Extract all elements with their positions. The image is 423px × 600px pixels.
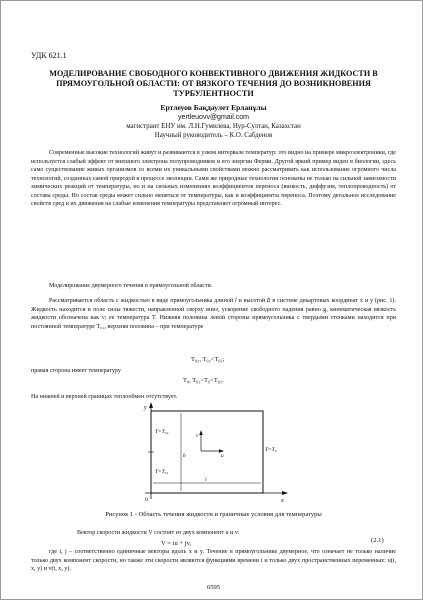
figure-caption: Рисунок 1 - Область течения жидкости и граничные условия для температуры — [105, 511, 322, 518]
x-axis-label: x — [281, 498, 284, 504]
paragraph-unit-vectors: где i, j – соответственно единичные векторы вдоль x и y. Течение в прямоугольнике двумерное, что означает не только наличие только двух компонент скорости, но также эти скорости являются функциями времени t и только двух пространственных переменных: u(t, x, y) и v(t, x, y). — [31, 549, 396, 572]
y-axis-label: y — [144, 405, 147, 411]
author-affiliation: магистрант ЕНУ им. Л.Н.Гумилева, Нур-Султан, Казахстан — [126, 123, 301, 130]
x-axis-arrow — [282, 491, 288, 495]
label-velocity-u: u — [221, 453, 224, 459]
supervisor-line: Научный руководитель – К.О. Сабденов — [154, 132, 273, 139]
page-number: 6595 — [206, 584, 221, 591]
equation-velocity: V = iu + jv, — [161, 540, 192, 547]
paragraph-right-side: правая сторона имеет температуру — [31, 368, 121, 374]
author-name: Ертлеуов Бақдаулет Ерланұлы — [160, 103, 267, 112]
y-axis-arrow — [149, 402, 153, 408]
label-length-l: l — [205, 477, 207, 483]
paragraph-intro: Современные высокие технологий живут и развиваются в узком интервале температур: это видно на примере микроэлектроники, где используется слабый эффект от внешнего электрона полупроводников и его энергии Ферми. Другой яркий пример виден в биологии, здесь само существование живых организмов со всеми их уникальными свойствами можно рассматривать как использование огромного числа технологий, созданных самой природой в процессе эволюции. Сами же природные технологии основаны не только на сильной зависимости химических реакций от температуры, но и на сильных изменениях коэффициентов переноса (вязкость, диффузия, теплопроводность) от состава среды. Но состав среды может сильно меняться от температуры, как и коэффициенты переноса. Поэтому детальное исследование свойств сред и их движения на слабые изменения температуры представляет огромный интерес. — [31, 150, 396, 207]
fluid-domain-rect — [151, 411, 263, 493]
paper-title: МОДЕЛИРОВАНИЕ СВОБОДНОГО КОНВЕКТИВНОГО ДВИЖЕНИЯ ЖИДКОСТИ В ПРЯМОУГОЛЬНОЙ ОБЛАСТИ: ОТ ВЯЗКОГО ТЕЧЕНИЯ ДО ВОЗНИКНОВЕНИЯ ТУРБУЛЕНТНОСТИ — [49, 69, 378, 98]
origin-label: 0 — [145, 497, 148, 503]
paragraph-section-heading: Моделирование двумерного течения в прямоугольной области. — [49, 283, 213, 289]
equation-t02: T₀₂, T₀₂<T₀₁; — [191, 356, 225, 363]
velocity-v-arrowhead — [199, 430, 202, 435]
paragraph-setup: Рассматривается область с жидкостью в виде прямоугольника длиной 𝑙 и высотой 𝑏 в системе декартовых координат x и y (рис. 1). Жидкость находится в поле силы тяжести, направленной сверху вниз, ускорение свободного падения равно g, кинематическая вязкость жидкости обозначена как ν; ее температура T. Нижняя половина левой стороны прямоугольника с твердыми стенками находится при постоянной температуре T₀₁, верхняя половина – при температуре — [31, 298, 396, 330]
label-t0: T=T₀ — [265, 447, 277, 453]
label-height-b: b — [183, 453, 186, 459]
figure-flow-domain — [141, 401, 291, 506]
paragraph-boundaries: На нижней и верхней границах теплообмен отсутствует. — [31, 394, 178, 400]
label-velocity-v: v — [196, 433, 199, 439]
udk-code: УДК 621.1 — [31, 51, 67, 60]
label-t01: T=T₀₁ — [155, 469, 169, 475]
equation-t0: T₀, T₀₂<T₀<T₀₁. — [183, 377, 224, 384]
paragraph-velocity-vector: Вектор скорости жидкости V состоит из двух компонент u и v: — [77, 530, 240, 536]
equation-number: (2.1) — [371, 537, 384, 544]
author-email: yertleuovv@gmail.com — [178, 114, 249, 121]
label-t02: T=T₀₂ — [155, 429, 169, 435]
